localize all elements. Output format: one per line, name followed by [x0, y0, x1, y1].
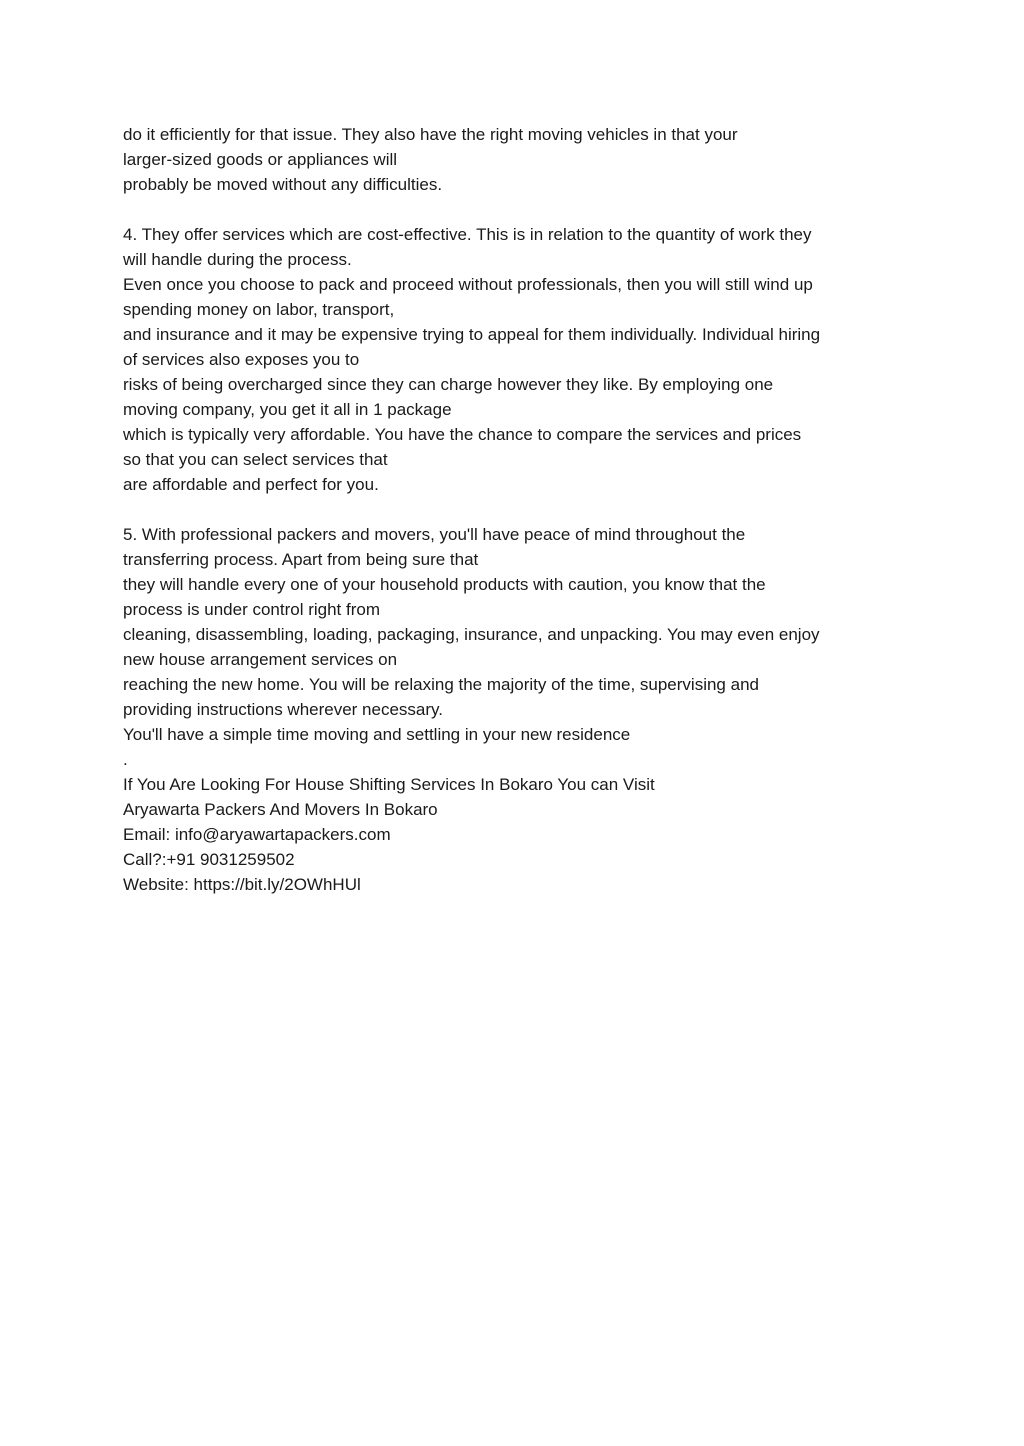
text-line: 4. They offer services which are cost-effective. This is in relation to the quantity of work they [123, 225, 812, 244]
text-line: they will handle every one of your household products with caution, you know that the [123, 575, 766, 594]
document-body [123, 122, 943, 897]
text-line: are affordable and perfect for you. [123, 475, 379, 494]
text-line: 5. With professional packers and movers, you'll have peace of mind throughout the [123, 525, 746, 544]
text-line: Call?:+91 9031259502 [123, 850, 295, 869]
text-line: cleaning, disassembling, loading, packaging, insurance, and unpacking. You may even enjoy [123, 625, 820, 644]
text-line: reaching the new home. You will be relaxing the majority of the time, supervising and [123, 675, 759, 694]
text-line: new house arrangement services on [123, 650, 398, 669]
text-line: risks of being overcharged since they can charge however they like. By employing one [123, 375, 774, 394]
text-line: probably be moved without any difficulties. [123, 175, 443, 194]
text-line: do it efficiently for that issue. They also have the right moving vehicles in that your [123, 125, 738, 144]
text-line: Email: info@aryawartapackers.com [123, 825, 391, 844]
text-line: . [123, 750, 128, 769]
text-line: spending money on labor, transport, [123, 300, 395, 319]
text-line: so that you can select services that [123, 450, 388, 469]
text-line: Website: https://bit.ly/2OWhHUl [123, 875, 361, 894]
text-line: You'll have a simple time moving and settling in your new residence [123, 725, 631, 744]
text-line [123, 197, 943, 222]
text-line: providing instructions wherever necessary. [123, 700, 443, 719]
text-line: Even once you choose to pack and proceed without professionals, then you will still wind up [123, 275, 813, 294]
text-line: If You Are Looking For House Shifting Services In Bokaro You can Visit [123, 775, 655, 794]
text-line: and insurance and it may be expensive trying to appeal for them individually. Individual hiring [123, 325, 821, 344]
text-line: which is typically very affordable. You have the chance to compare the services and prices [123, 425, 802, 444]
text-line: of services also exposes you to [123, 350, 360, 369]
text-line: moving company, you get it all in 1 package [123, 400, 452, 419]
text-line: will handle during the process. [123, 250, 352, 269]
text-line: larger-sized goods or appliances will [123, 150, 398, 169]
text-line: process is under control right from [123, 600, 380, 619]
text-line: Aryawarta Packers And Movers In Bokaro [123, 800, 438, 819]
text-line [123, 497, 943, 522]
text-line: transferring process. Apart from being sure that [123, 550, 479, 569]
